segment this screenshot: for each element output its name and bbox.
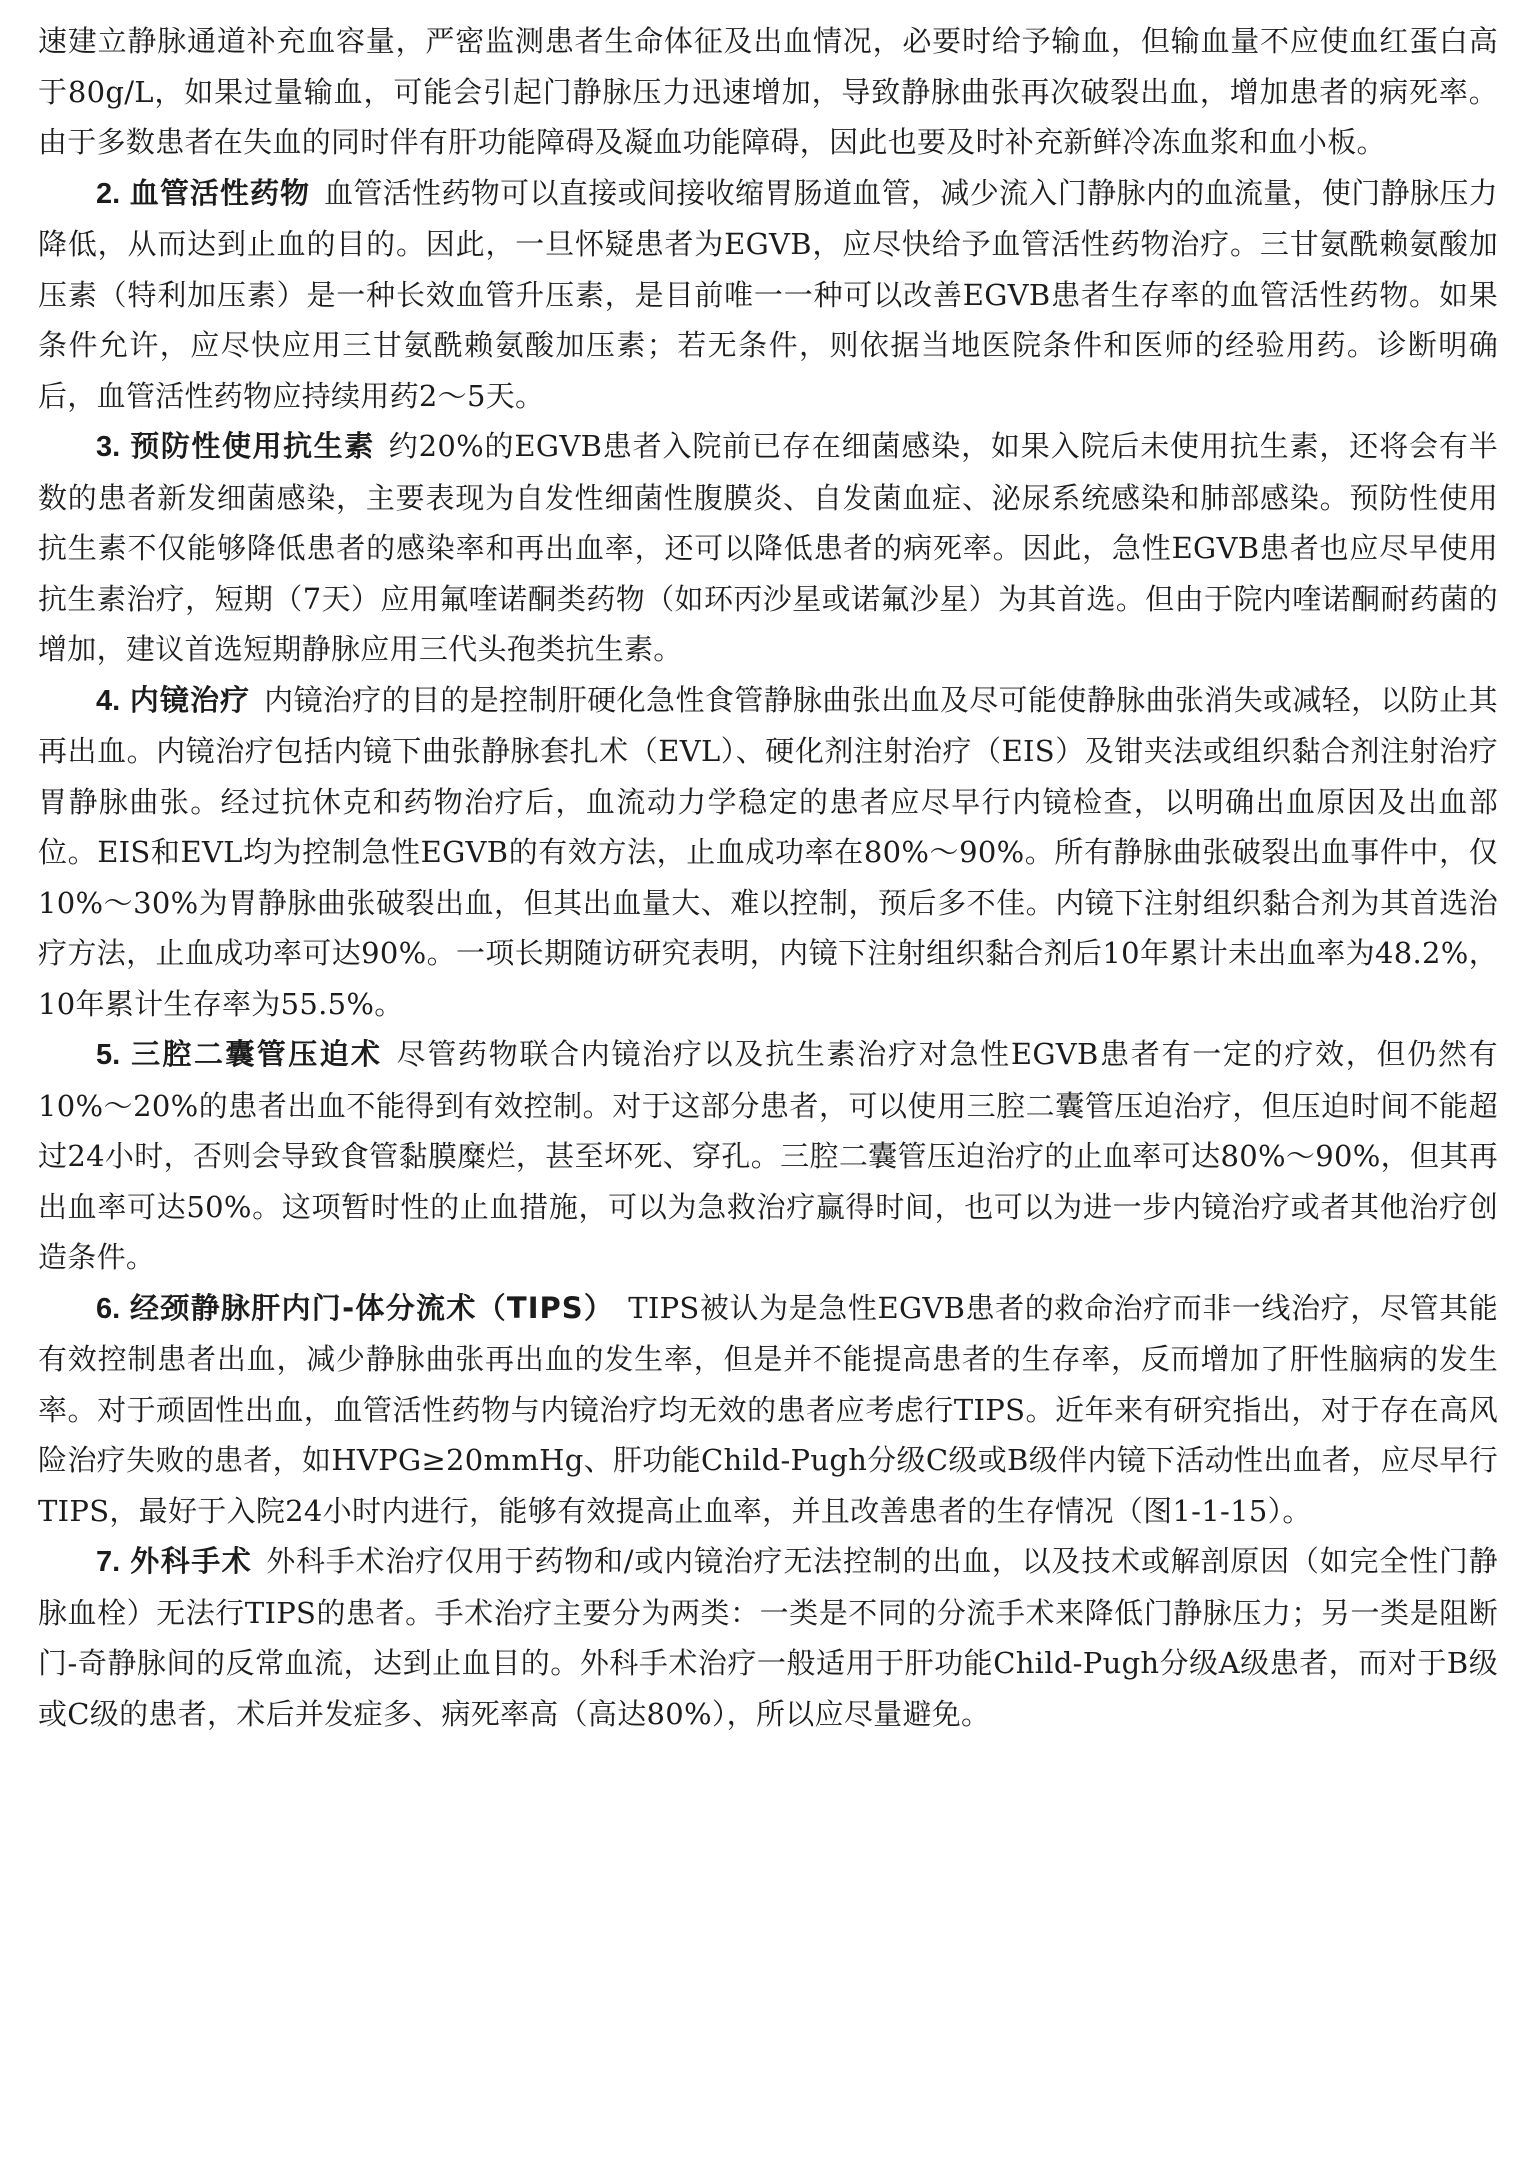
section-heading: 三腔二囊管压迫术 <box>131 1037 383 1071</box>
section-number: 2. <box>96 177 121 210</box>
section-heading: 血管活性药物 <box>129 175 311 210</box>
section-surgery <box>38 1536 1498 1739</box>
section-heading: 内镜治疗 <box>129 682 251 717</box>
section-text: 血管活性药物可以直接或间接收缩胃肠道血管，减少流入门静脉内的血流量，使门静脉压力降低，从而达到止血的目的。因此，一旦怀疑患者为EGVB，应尽快给予血管活性药物治疗。三甘氨酰赖氨酸加压素（特利加压素）是一种长效血管升压素，是目前唯一一种可以改善EGVB患者生存率的血管活性药物。如果条件允许，应尽快应用三甘氨酰赖氨酸加压素；若无条件，则依据当地医院条件和医师的经验用药。诊断明确后，血管活性药物应持续用药2～5天。 <box>38 175 1498 413</box>
section-balloon-tamponade <box>38 1029 1498 1283</box>
section-heading: 预防性使用抗生素 <box>130 429 375 463</box>
intro-paragraph: 速建立静脉通道补充血容量，严密监测患者生命体征及出血情况，必要时给予输血，但输血量不应使血红蛋白高于80g/L，如果过量输血，可能会引起门静脉压力迅速增加，导致静脉曲张再次破裂出血，增加患者的病死率。由于多数患者在失血的同时伴有肝功能障碍及凝血功能障碍，因此也要及时补充新鲜冷冻血浆和血小板。 <box>38 24 1498 159</box>
section-endoscopic-therapy <box>38 675 1498 1030</box>
section-text: TIPS被认为是急性EGVB患者的救命治疗而非一线治疗，尽管其能有效控制患者出血，减少静脉曲张再出血的发生率，但是并不能提高患者的生存率，反而增加了肝性脑病的发生率。对于顽固性出血，血管活性药物与内镜治疗均无效的患者应考虑行TIPS。近年来有研究指出，对于存在高风险治疗失败的患者，如HVPG≥20mmHg、肝功能Child-Pugh分级C级或B级伴内镜下活动性出血者，应尽早行TIPS，最好于入院24小时内进行，能够有效提高止血率，并且改善患者的生存情况（图1-1-15）。 <box>38 1290 1498 1528</box>
section-heading: 经颈静脉肝内门-体分流术（TIPS） <box>130 1290 615 1325</box>
section-number: 6. <box>96 1292 121 1325</box>
section-heading: 外科手术 <box>130 1544 253 1578</box>
section-tips <box>38 1283 1498 1537</box>
section-number: 7. <box>96 1546 121 1578</box>
section-text: 尽管药物联合内镜治疗以及抗生素治疗对急性EGVB患者有一定的疗效，但仍然有10%～20%的患者出血不能得到有效控制。对于这部分患者，可以使用三腔二囊管压迫治疗，但压迫时间不能超过24小时，否则会导致食管黏膜糜烂，甚至坏死、穿孔。三腔二囊管压迫治疗的止血率可达80%～90%，但其再出血率可达50%。这项暂时性的止血措施，可以为急救治疗赢得时间，也可以为进一步内镜治疗或者其他治疗创造条件。 <box>38 1037 1498 1274</box>
section-number: 4. <box>96 684 121 717</box>
section-vasoactive-drugs <box>38 168 1498 422</box>
section-text: 约20%的EGVB患者入院前已存在细菌感染，如果入院后未使用抗生素，还将会有半数的患者新发细菌感染，主要表现为自发性细菌性腹膜炎、自发菌血症、泌尿系统感染和肺部感染。预防性使用抗生素不仅能够降低患者的感染率和再出血率，还可以降低患者的病死率。因此，急性EGVB患者也应尽早使用抗生素治疗，短期（7天）应用氟喹诺酮类药物（如环丙沙星或诺氟沙星）为其首选。但由于院内喹诺酮耐药菌的增加，建议首选短期静脉应用三代头孢类抗生素。 <box>38 429 1498 666</box>
section-text: 内镜治疗的目的是控制肝硬化急性食管静脉曲张出血及尽可能使静脉曲张消失或减轻，以防止其再出血。内镜治疗包括内镜下曲张静脉套扎术（EVL）、硬化剂注射治疗（EIS）及钳夹法或组织黏合剂注射治疗胃静脉曲张。经过抗休克和药物治疗后，血流动力学稳定的患者应尽早行内镜检查，以明确出血原因及出血部位。EIS和EVL均为控制急性EGVB的有效方法，止血成功率在80%～90%。所有静脉曲张破裂出血事件中，仅10%～30%为胃静脉曲张破裂出血，但其出血量大、难以控制，预后多不佳。内镜下注射组织黏合剂为其首选治疗方法，止血成功率可达90%。一项长期随访研究表明，内镜下注射组织黏合剂后10年累计未出血率为48.2%，10年累计生存率为55.5%。 <box>38 682 1498 1021</box>
section-number: 3. <box>96 431 121 463</box>
section-text: 外科手术治疗仅用于药物和/或内镜治疗无法控制的出血，以及技术或解剖原因（如完全性门静脉血栓）无法行TIPS的患者。手术治疗主要分为两类：一类是不同的分流手术来降低门静脉压力；另一类是阻断门-奇静脉间的反常血流，达到止血目的。外科手术治疗一般适用于肝功能Child-Pugh分级A级患者，而对于B级或C级的患者，术后并发症多、病死率高（高达80%），所以应尽量避免。 <box>38 1544 1498 1731</box>
section-prophylactic-antibiotics <box>38 421 1498 675</box>
section-number: 5. <box>96 1039 121 1071</box>
